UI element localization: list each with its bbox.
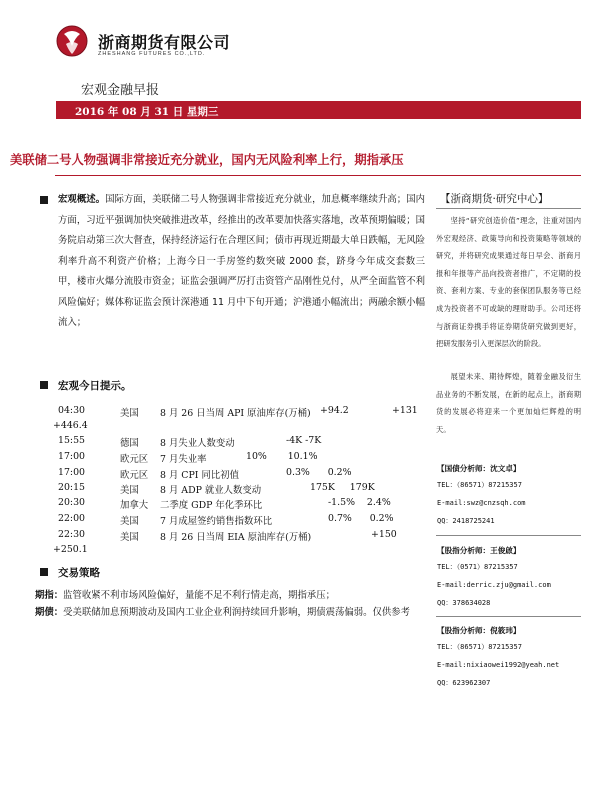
strategy-item-index-futures	[35, 587, 430, 604]
analyst-divider	[436, 535, 581, 536]
event-actual: +446.4	[53, 420, 88, 431]
event-time: 17:00	[58, 451, 86, 462]
event-name: 8 月 26 日当周 API 原油库存(万桶)	[160, 408, 311, 419]
event-name: 8 月失业人数变动	[160, 438, 235, 449]
event-forecast: +131	[392, 405, 418, 416]
research-outlook: 展望未来、期待辉煌，随着金融及衍生品业务的不断发展，在新的起点上，浙商期货的发展必将迎来一个更加灿烂辉煌的明天。	[436, 372, 581, 434]
summary-text: 国际方面，美联储二号人物强调非常接近充分就业，加息概率继续升高；国内方面，习近平强调加快突破推进改革，经推出的改革要加快落实落地，改革预期偏暖；国务院启动第三次大督查，保持经济运行在合理区间；债市再现近期最大单日跌幅，无风险利率升高不利资产价格；上海今日一手房签约数突破 2000 套，跻身今年成交套数三甲，楼市火爆分流股市资金；证监会强调严厉打击资管产品刚性兑付，从严全面监管不利风险偏好；媒体称证监会预计深港通 11 月中下旬开通；沪港通小幅流出；两融余额小幅流入；	[58, 194, 425, 328]
event-name: 二季度 GDP 年化季环比	[160, 500, 263, 511]
strategy-section-title: 交易策略	[58, 567, 100, 579]
strategy-label: 期指：	[35, 590, 64, 601]
event-values: 0.7% 0.2%	[328, 513, 394, 524]
company-logo-icon	[55, 24, 91, 58]
analyst-tel: TEL：（86571）87215357	[437, 481, 522, 489]
event-time: 04:30	[58, 405, 86, 416]
event-region: 欧元区	[120, 470, 149, 481]
event-region: 欧元区	[120, 454, 149, 465]
analyst-tel: TEL：（0571）87215357	[437, 563, 518, 571]
analyst-tel: TEL：（86571）87215357	[437, 643, 522, 651]
trading-strategy	[35, 587, 430, 621]
event-time: 15:55	[58, 435, 86, 446]
econ-section-title: 宏观今日提示。	[58, 380, 132, 392]
analyst-qq: QQ：378634028	[437, 599, 491, 607]
event-region: 美国	[120, 516, 139, 527]
event-name: 7 月成屋签约销售指数环比	[160, 516, 273, 527]
econ-bullet-icon	[40, 381, 48, 389]
event-values: -1.5% 2.4%	[328, 497, 391, 508]
event-region: 美国	[120, 485, 139, 496]
analyst-divider	[436, 616, 581, 617]
event-region: 美国	[120, 408, 139, 419]
event-values: -4K -7K	[286, 435, 322, 446]
strategy-bullet-icon	[40, 568, 48, 576]
event-time: 22:30	[58, 529, 86, 540]
analyst-email[interactable]: E-mail:swz@cnzsqh.com	[437, 499, 526, 507]
summary-label: 宏观概述。	[58, 194, 106, 205]
strategy-item-bond-futures	[35, 604, 430, 621]
event-previous: +150	[371, 529, 397, 540]
company-name: 浙商期货有限公司	[98, 33, 231, 52]
strategy-text: 受美联储加息预期波动及国内工业企业利润持续回升影响，期债震荡偏弱。仅供参考	[63, 607, 411, 618]
event-time: 20:15	[58, 482, 86, 493]
analyst-email[interactable]: E-mail:nixiaowei1992@yeah.net	[437, 661, 560, 669]
event-region: 德国	[120, 438, 139, 449]
event-actual: +250.1	[53, 544, 88, 555]
analyst-card	[437, 462, 582, 530]
strategy-label: 期债：	[35, 607, 64, 618]
summary-bullet-icon	[40, 196, 48, 204]
analyst-name: 【国债分析师：沈文卓】	[437, 464, 521, 473]
event-name: 8 月 26 日当周 EIA 原油库存(万桶)	[160, 532, 312, 543]
analyst-name: 【股指分析师：王俊啟】	[437, 546, 521, 555]
event-time: 17:00	[58, 467, 86, 478]
strategy-text: 监管收紧不利市场风险偏好，量能不足不利行情走高，期指承压；	[63, 590, 336, 601]
headline-divider	[55, 175, 581, 176]
company-english-name: ZHESHANG FUTURES CO.,LTD.	[98, 51, 206, 57]
event-time: 20:30	[58, 497, 86, 508]
research-divider	[436, 208, 581, 209]
analyst-name: 【股指分析师：倪筱玮】	[437, 626, 521, 635]
event-values: 0.3% 0.2%	[286, 467, 352, 478]
analyst-qq: QQ：623962307	[437, 679, 491, 687]
analyst-card	[437, 624, 582, 692]
report-date: 2016 年 08 月 31 日 星期三	[75, 106, 219, 118]
research-center-title: 【浙商期货·研究中心】	[440, 193, 549, 205]
econ-calendar	[53, 405, 438, 565]
analyst-qq: QQ：2418725241	[437, 517, 495, 525]
research-intro: 坚持“研究创造价值”理念，注重对国内外宏观经济、政策导向和投资策略等领域的研究，并将研究成果通过每日早会、浙商月报和年报等产品向投资者推广，不定期的投资、套利方案、专业的套保团队服务等已经成为投资者不可或缺的理财助手。公司还将与浙商证券携手将证券期货研究做到更好，把研发服务引入更深层次的阶段。	[436, 216, 581, 349]
analyst-card	[437, 544, 582, 612]
event-name: 7 月失业率	[160, 454, 207, 465]
event-values: 175K 179K	[310, 482, 375, 493]
event-region: 美国	[120, 532, 139, 543]
event-previous: +94.2	[320, 405, 349, 416]
analyst-email[interactable]: E-mail:derric.zju@gmail.com	[437, 581, 551, 589]
event-name: 8 月 ADP 就业人数变动	[160, 485, 262, 496]
event-region: 加拿大	[120, 500, 149, 511]
event-values: 10% 10.1%	[246, 451, 318, 462]
report-headline: 美联储二号人物强调非常接近充分就业，国内无风险利率上行，期指承压	[10, 153, 404, 167]
event-time: 22:00	[58, 513, 86, 524]
report-type-title: 宏观金融早报	[81, 83, 160, 98]
macro-summary	[58, 190, 425, 334]
event-name: 8 月 CPI 同比初值	[160, 470, 239, 481]
